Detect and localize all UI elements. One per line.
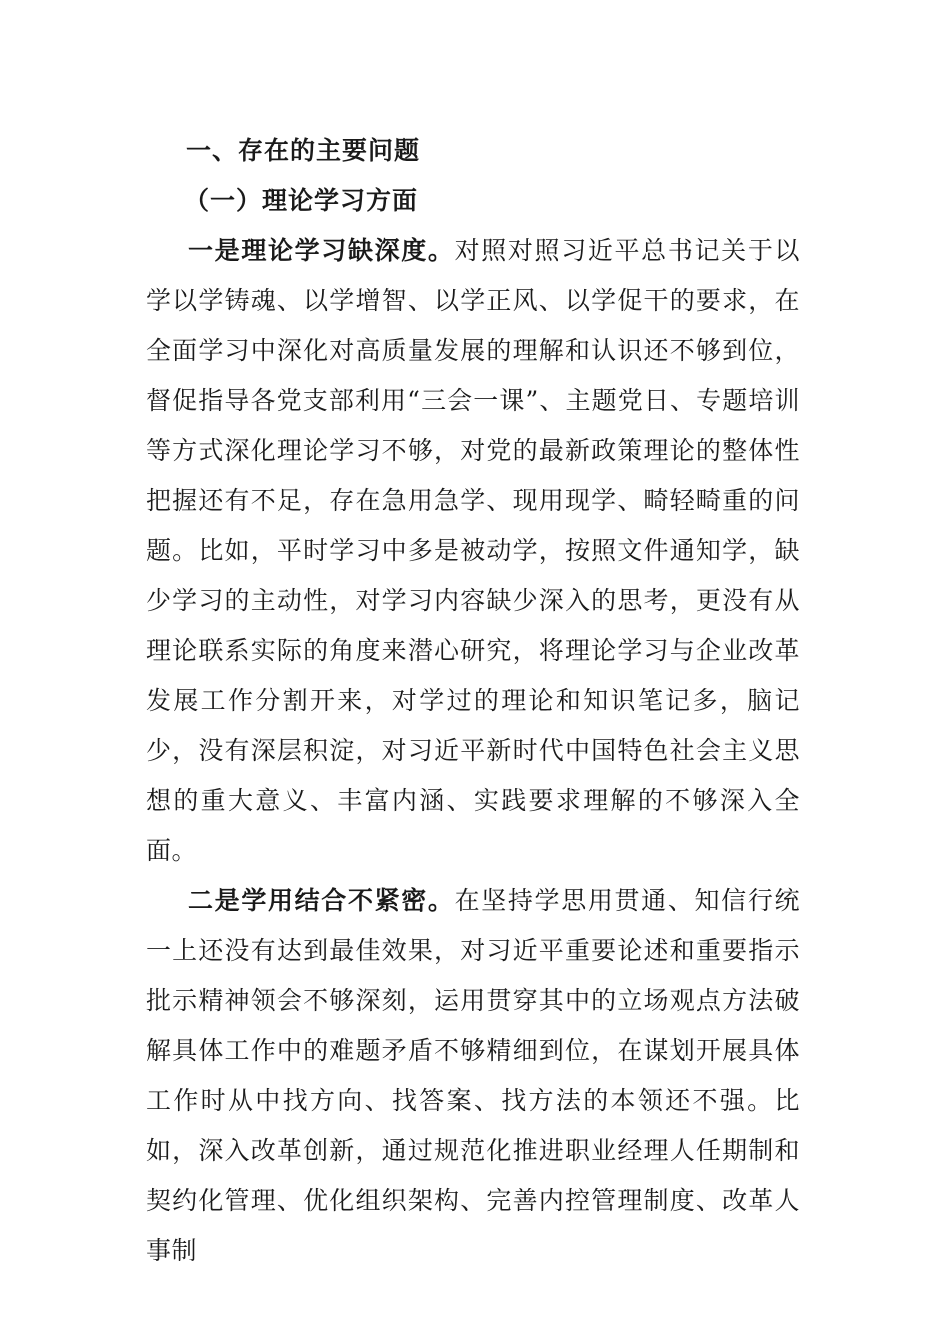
paragraph-theory-depth — [146, 226, 800, 876]
paragraph-study-application — [146, 876, 800, 1276]
paragraph-lead: 一是理论学习缺深度。 — [188, 236, 455, 265]
document-content — [146, 126, 800, 1276]
paragraph-lead: 二是学用结合不紧密。 — [188, 886, 455, 915]
section-heading: 一、存在的主要问题 — [186, 136, 421, 165]
subsection-heading: （一）理论学习方面 — [184, 186, 419, 215]
paragraph-body: 对照对照习近平总书记关于以学以学铸魂、以学增智、以学正风、以学促干的要求，在全面学习中深化对高质量发展的理解和认识还不够到位，督促指导各党支部利用“三会一课”、主题党日、专题培训等方式深化理论学习不够，对党的最新政策理论的整体性把握还有不足，存在急用急学、现用现学、畸轻畸重的问题。比如，平时学习中多是被动学，按照文件通知学，缺少学习的主动性，对学习内容缺少深入的思考，更没有从理论联系实际的角度来潜心研究，将理论学习与企业改革发展工作分割开来，对学过的理论和知识笔记多，脑记少，没有深层积淀，对习近平新时代中国特色社会主义思想的重大意义、丰富内涵、实践要求理解的不够深入全面。 — [146, 236, 800, 865]
paragraph-body: 在坚持学思用贯通、知信行统一上还没有达到最佳效果，对习近平重要论述和重要指示批示精神领会不够深刻，运用贯穿其中的立场观点方法破解具体工作中的难题矛盾不够精细到位，在谋划开展具体工作时从中找方向、找答案、找方法的本领还不强。比如，深入改革创新，通过规范化推进职业经理人任期制和契约化管理、优化组织架构、完善内控管理制度、改革人事制 — [146, 886, 800, 1265]
